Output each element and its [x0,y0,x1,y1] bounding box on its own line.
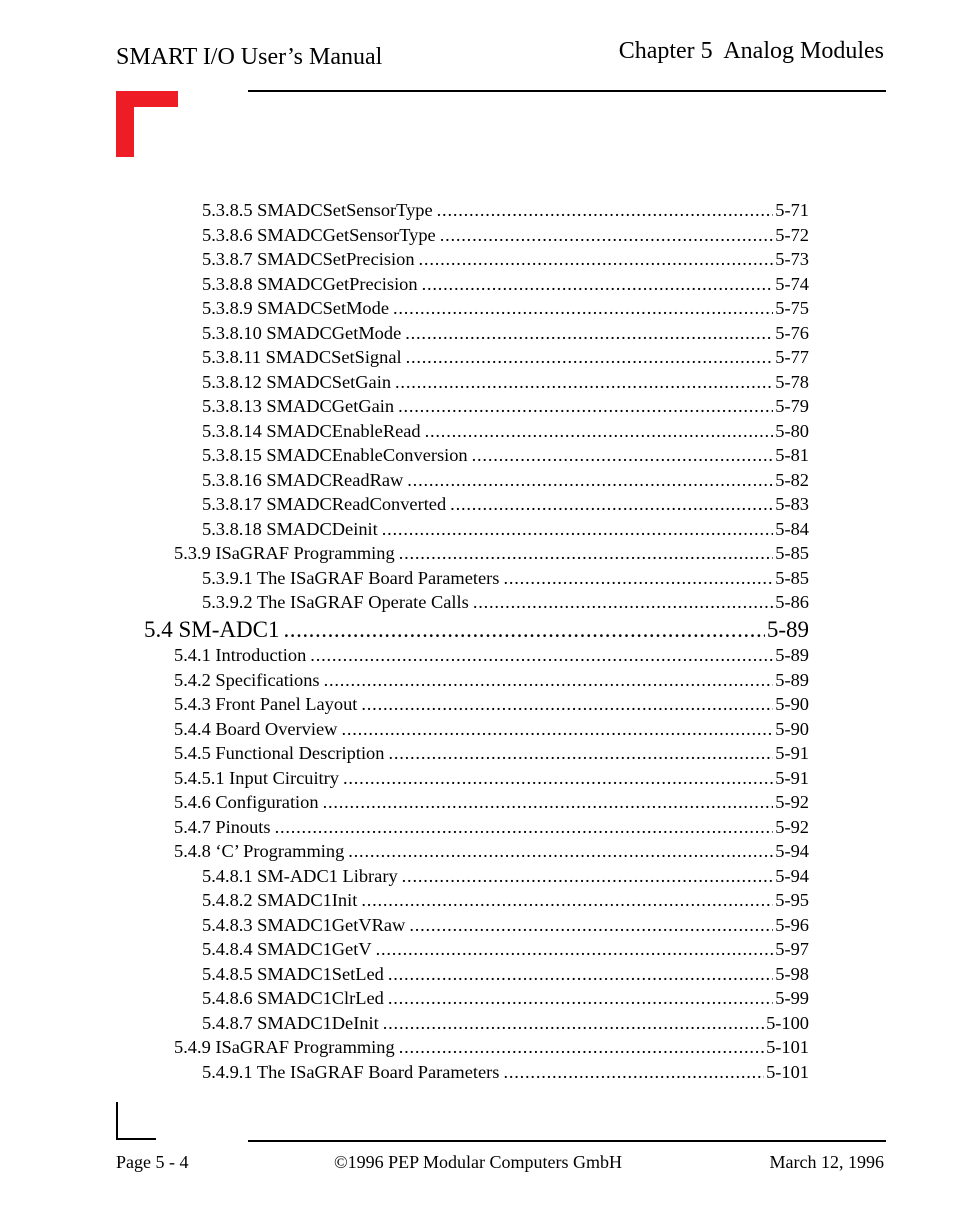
toc-entry-page: 5-77 [775,347,809,367]
toc-entry-title: 5.4.8.2 SMADC1Init [202,890,358,910]
toc-leader-dots [473,590,773,614]
toc-entry [202,962,809,986]
toc-entry [202,590,809,614]
toc-leader-dots [393,296,773,320]
page-number: Page 5 - 4 [116,1152,189,1172]
toc-leader-dots [395,370,773,394]
publication-date: March 12, 1996 [769,1152,884,1172]
toc-entry [174,815,809,839]
toc-entry [202,1060,809,1084]
toc-entry-page: 5-71 [775,200,809,220]
toc-entry [202,345,809,369]
toc-leader-dots [399,1035,764,1059]
toc-entry-title: 5.3.8.18 SMADCDeinit [202,518,378,539]
toc-entry-page: 5-74 [775,273,809,294]
toc-entry-title: 5.3.8.6 SMADCGetSensorType [202,224,436,245]
toc-leader-dots [310,643,773,667]
toc-leader-dots [324,668,774,692]
toc-entry-page: 5-72 [775,224,809,245]
toc-entry [174,1035,809,1059]
toc-leader-dots [407,468,773,492]
footer-corner-horizontal [116,1138,156,1140]
toc-entry-page: 5-100 [766,1012,809,1033]
toc-leader-dots [361,888,773,912]
toc-entry [174,541,809,565]
toc-entry [202,443,809,467]
toc-entry-title: 5.4.8.6 SMADC1ClrLed [202,988,384,1008]
toc-entry [202,913,809,937]
chapter-title: Chapter 5 Analog Modules [618,38,884,64]
toc-entry-title: 5.4.1 Introduction [174,645,307,665]
toc-entry [202,272,809,296]
toc-entry-title: 5.4.5.1 Input Circuitry [174,767,339,788]
toc-entry-page: 5-89 [775,669,809,690]
toc-leader-dots [383,1011,764,1035]
toc-entry-page: 5-91 [775,767,809,788]
toc-leader-dots [405,321,773,345]
toc-leader-dots [388,741,773,765]
toc-entry-title: 5.4.8 ‘C’ Programming [174,841,345,861]
toc-entry [202,370,809,394]
toc-entry-page: 5-84 [775,518,809,539]
toc-entry-title: 5.4.8.1 SM-ADC1 Library [202,865,398,886]
toc-entry-page: 5-97 [775,939,809,959]
toc-entry-title: 5.4.4 Board Overview [174,718,338,739]
toc-entry [174,741,809,765]
toc-leader-dots [406,345,774,369]
toc-entry [174,766,809,790]
toc-entry-title: 5.3.8.14 SMADCEnableRead [202,420,421,441]
toc-entry-page: 5-80 [775,420,809,441]
toc-entry-title: 5.4.3 Front Panel Layout [174,694,358,714]
toc-entry [144,616,809,644]
toc-leader-dots [275,815,774,839]
toc-entry-page: 5-94 [775,865,809,886]
toc-leader-dots [402,864,774,888]
toc-entry [174,643,809,667]
toc-leader-dots [419,247,774,271]
toc-leader-dots [440,223,774,247]
toc-entry-title: 5.3.8.17 SMADCReadConverted [202,494,447,514]
toc-entry [202,492,809,516]
toc-entry-page: 5-101 [766,1061,809,1082]
toc-entry-page: 5-99 [775,988,809,1008]
corner-mark-vertical [116,91,134,157]
toc-leader-dots [399,541,774,565]
toc-leader-dots [361,692,773,716]
toc-entry [202,419,809,443]
toc-entry-page: 5-92 [775,816,809,837]
toc-entry [202,888,809,912]
toc-entry-title: 5.4.7 Pinouts [174,816,271,837]
toc-leader-dots [409,913,773,937]
toc-entry-title: 5.4.6 Configuration [174,792,319,812]
toc-leader-dots [323,790,774,814]
toc-entry-title: 5.4.5 Functional Description [174,743,385,763]
toc-entry-title: 5.3.8.9 SMADCSetMode [202,298,389,318]
toc-entry-page: 5-98 [775,963,809,984]
toc-entry-page: 5-79 [775,396,809,416]
toc-entry-title: 5.4.2 Specifications [174,669,320,690]
toc-entry [174,790,809,814]
toc-entry [202,223,809,247]
toc-leader-dots [388,962,773,986]
toc-entry-page: 5-94 [775,841,809,861]
toc-entry-page: 5-90 [775,694,809,714]
toc-entry [202,517,809,541]
toc-entry-page: 5-89 [775,645,809,665]
toc-leader-dots [341,717,773,741]
toc-entry-title: 5.3.8.8 SMADCGetPrecision [202,273,418,294]
toc-leader-dots [398,394,773,418]
toc-entry-page: 5-90 [775,718,809,739]
toc-entry-title: 5.3.8.13 SMADCGetGain [202,396,395,416]
toc-entry-page: 5-85 [775,567,809,588]
toc-entry-page: 5-75 [775,298,809,318]
toc-entry [202,937,809,961]
toc-entry [202,468,809,492]
toc-entry-title: 5.3.9.2 The ISaGRAF Operate Calls [202,592,469,612]
toc-entry-page: 5-82 [775,469,809,490]
toc-entry-title: 5.4.8.4 SMADC1GetV [202,939,372,959]
toc-entry-page: 5-81 [775,445,809,465]
toc-entry [202,1011,809,1035]
toc-entry-title: 5.4.8.7 SMADC1DeInit [202,1012,379,1033]
toc-entry-page: 5-83 [775,494,809,514]
toc-entry [202,198,809,222]
toc-leader-dots [382,517,774,541]
toc-leader-dots [437,198,774,222]
toc-entry-page: 5-85 [775,543,809,563]
toc-entry-title: 5.3.8.16 SMADCReadRaw [202,469,404,490]
toc-entry-page: 5-95 [775,890,809,910]
toc-leader-dots [422,272,774,296]
toc-entry-title: 5.4.8.5 SMADC1SetLed [202,963,384,984]
toc-entry [202,247,809,271]
header-rule [248,90,886,92]
toc-entry-page: 5-91 [775,743,809,763]
toc-entry-page: 5-101 [766,1037,809,1057]
toc-entry [202,566,809,590]
footer-rule [248,1140,886,1142]
toc-entry-page: 5-96 [775,914,809,935]
toc-entry [202,986,809,1010]
toc-entry-page: 5-92 [775,792,809,812]
toc-leader-dots [376,937,774,961]
toc-entry-title: 5.3.8.15 SMADCEnableConversion [202,445,468,465]
toc-entry [174,839,809,863]
toc-entry-title: 5.3.8.5 SMADCSetSensorType [202,200,433,220]
toc-entry-title: 5.4.9.1 The ISaGRAF Board Parameters [202,1061,500,1082]
toc-entry-title: 5.3.8.11 SMADCSetSignal [202,347,402,367]
toc-entry [202,321,809,345]
toc-leader-dots [472,443,774,467]
toc-leader-dots [503,566,773,590]
toc-entry-page: 5-89 [766,616,809,642]
toc-leader-dots [425,419,774,443]
toc-entry-title: 5.3.9 ISaGRAF Programming [174,543,395,563]
toc-entry-title: 5.4 SM-ADC1 [144,616,280,642]
toc-entry-title: 5.3.8.7 SMADCSetPrecision [202,249,415,269]
toc-entry-page: 5-86 [775,592,809,612]
toc-entry [174,717,809,741]
copyright-notice: ©1996 PEP Modular Computers GmbH [334,1152,623,1172]
toc-leader-dots [283,616,764,644]
toc-entry-title: 5.3.9.1 The ISaGRAF Board Parameters [202,567,500,588]
toc-leader-dots [343,766,773,790]
toc-entry-title: 5.4.9 ISaGRAF Programming [174,1037,395,1057]
toc-entry-title: 5.4.8.3 SMADC1GetVRaw [202,914,406,935]
toc-leader-dots [388,986,773,1010]
manual-title: SMART I/O User’s Manual [116,44,383,70]
toc-entry-title: 5.3.8.12 SMADCSetGain [202,371,392,392]
toc-entry [174,692,809,716]
toc-entry [202,394,809,418]
toc-leader-dots [450,492,773,516]
toc-entry-page: 5-73 [775,249,809,269]
toc-entry [174,668,809,692]
toc-leader-dots [503,1060,764,1084]
toc-entry-page: 5-76 [775,322,809,343]
toc-entry [202,296,809,320]
toc-entry-title: 5.3.8.10 SMADCGetMode [202,322,402,343]
toc-entry-page: 5-78 [775,371,809,392]
toc-entry [202,864,809,888]
toc-leader-dots [348,839,773,863]
footer-corner-vertical [116,1102,118,1140]
